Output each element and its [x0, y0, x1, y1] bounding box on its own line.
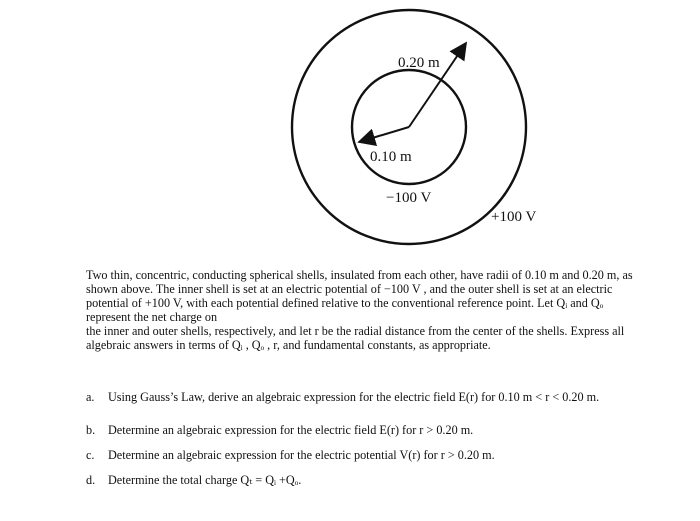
outer-radius-label: 0.20 m: [398, 55, 440, 71]
problem-paragraph: the inner and outer shells, respectively, and let r be the radial distance from the center of the shells. Express all algebraic answers in terms of Qᵢ , Qₒ , r, and fundamental constants, as appropriate.: [86, 324, 625, 353]
question-letter: a.: [86, 390, 95, 404]
question-text: Determine the total charge Qₜ = Qᵢ +Qₒ.: [108, 473, 302, 487]
question-b: [86, 423, 646, 439]
problem-paragraph: Two thin, concentric, conducting spherical shells, insulated from each other, have radii of 0.10 m and 0.20 m, as shown above. The inner shell is set at an electric potential of −100 V , and the outer shell is set at an electric potential of +100 V, with each potential defined relative to the conventional reference point. Let Qᵢ and Qₒ represent the net charge on: [86, 268, 633, 325]
question-text: Determine an algebraic expression for the electric potential V(r) for r > 0.20 m.: [108, 448, 495, 462]
inner-radius-arrow: [359, 127, 409, 142]
question-a: [86, 390, 646, 420]
problem-statement: [86, 268, 634, 353]
question-text: Using Gauss’s Law, derive an algebraic expression for the electric field E(r) for 0.10 m < r < 0.20 m.: [108, 390, 600, 404]
question-letter: c.: [86, 448, 95, 462]
inner-radius-label: 0.10 m: [370, 149, 412, 165]
question-c: [86, 448, 646, 464]
question-letter: b.: [86, 423, 96, 437]
outer-potential-label: +100 V: [491, 209, 537, 225]
question-d: [86, 473, 646, 489]
inner-potential-label: −100 V: [386, 190, 432, 206]
question-text: Determine an algebraic expression for the electric field E(r) for r > 0.20 m.: [108, 423, 474, 437]
question-letter: d.: [86, 473, 96, 487]
